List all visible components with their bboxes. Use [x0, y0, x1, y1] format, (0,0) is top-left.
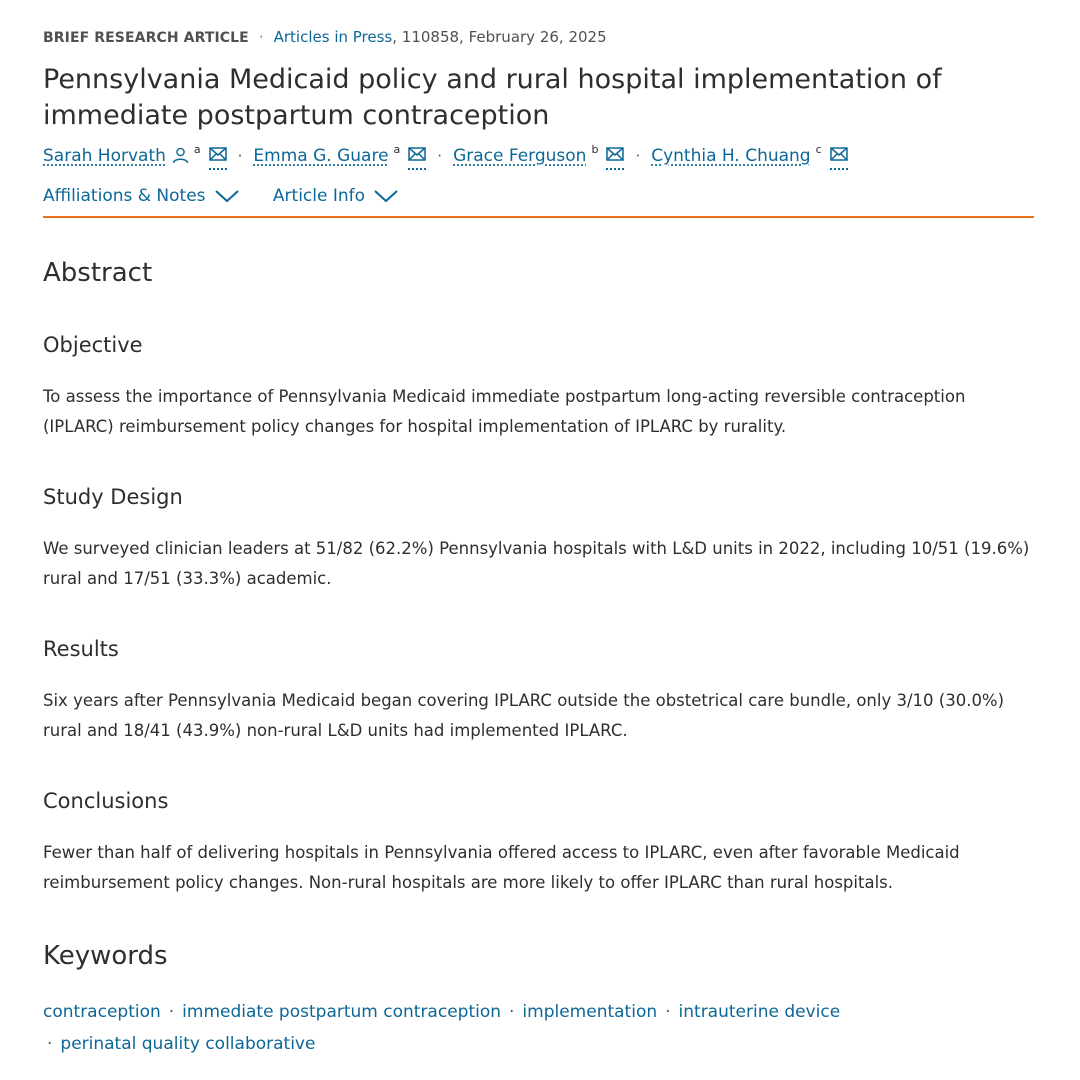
author-link[interactable]: Cynthia H. Chuang: [651, 146, 811, 166]
author-item: [253, 143, 426, 170]
author-link[interactable]: Sarah Horvath: [43, 146, 166, 166]
author-link[interactable]: Grace Ferguson: [453, 146, 587, 166]
journal-issue-link[interactable]: Articles in Press: [273, 28, 393, 46]
chevron-down-icon: [373, 188, 399, 204]
section-text-conclusions: Fewer than half of delivering hospitals in Pennsylvania offered access to IPLARC, even after favorable Medicaid reimbursement policy changes. Non-rural hospitals are more likely to offer IPLARC than rural hospitals.: [43, 843, 960, 892]
citation-text: , 110858, February 26, 2025: [392, 28, 607, 46]
affiliations-toggle-label: Affiliations & Notes: [43, 186, 206, 206]
abstract-heading: Abstract: [43, 258, 153, 288]
section-text-study-design: We surveyed clinician leaders at 51/82 (62.2%) Pennsylvania hospitals with L&D units in 2022, including 10/51 (19.6%) rural and 17/51 (33.3%) academic.: [43, 539, 1030, 588]
keyword-link[interactable]: perinatal quality collaborative: [60, 1034, 316, 1054]
author-item: [43, 143, 227, 170]
section-heading-study-design: Study Design: [43, 485, 183, 509]
person-icon: [172, 147, 189, 169]
affiliations-toggle[interactable]: [43, 186, 240, 206]
keywords-heading: Keywords: [43, 941, 168, 971]
affiliation-marker: b: [591, 143, 599, 156]
article-meta: BRIEF RESEARCH ARTICLE · Articles in Press, 110858, February 26, 2025: [43, 28, 607, 46]
keyword-link[interactable]: intrauterine device: [678, 1002, 841, 1022]
section-text-objective: To assess the importance of Pennsylvania Medicaid immediate postpartum long-acting reversible contraception (IPLARC) reimbursement policy changes for hospital implementation of IPLARC by rurality.: [43, 387, 966, 436]
header-divider: [43, 216, 1034, 218]
article-info-toggle[interactable]: [273, 186, 399, 206]
keyword-link[interactable]: implementation: [522, 1002, 658, 1022]
keyword-list: contraception · immediate postpartum contraception · implementation · intrauterine device · perinatal quality collaborative: [43, 1002, 841, 1054]
mail-icon[interactable]: [606, 146, 624, 170]
article-info-toggle-label: Article Info: [272, 186, 366, 206]
mail-icon[interactable]: [209, 146, 227, 170]
mail-icon[interactable]: [408, 146, 426, 170]
keyword-link[interactable]: contraception: [43, 1002, 161, 1022]
author-item: [651, 143, 847, 170]
author-link[interactable]: Emma G. Guare: [253, 146, 389, 166]
section-heading-objective: Objective: [43, 333, 143, 357]
author-list: Sarah Horvath $^a$ · Emma G. Guare $^a$ · Grace Ferguson $^b$ · Cynthia H. Chuang $^c$: [43, 146, 848, 170]
affiliation-marker: a: [193, 143, 201, 156]
article-title: Pennsylvania Medicaid policy and rural hospital implementation of immediate postpartum contraception: [43, 64, 942, 131]
article-type: BRIEF RESEARCH ARTICLE: [43, 30, 249, 46]
affiliation-marker: a: [393, 143, 401, 156]
keyword-link[interactable]: immediate postpartum contraception: [182, 1002, 502, 1022]
article-toggles: [43, 186, 427, 206]
author-item: [453, 143, 624, 170]
chevron-down-icon: [214, 188, 240, 204]
section-text-results: Six years after Pennsylvania Medicaid began covering IPLARC outside the obstetrical care bundle, only 3/10 (30.0%) rural and 18/41 (43.9%) non-rural L&D units had implemented IPLARC.: [43, 691, 1005, 740]
mail-icon[interactable]: [830, 146, 848, 170]
affiliation-marker: c: [815, 143, 822, 156]
section-heading-conclusions: Conclusions: [43, 789, 169, 813]
section-heading-results: Results: [43, 637, 119, 661]
